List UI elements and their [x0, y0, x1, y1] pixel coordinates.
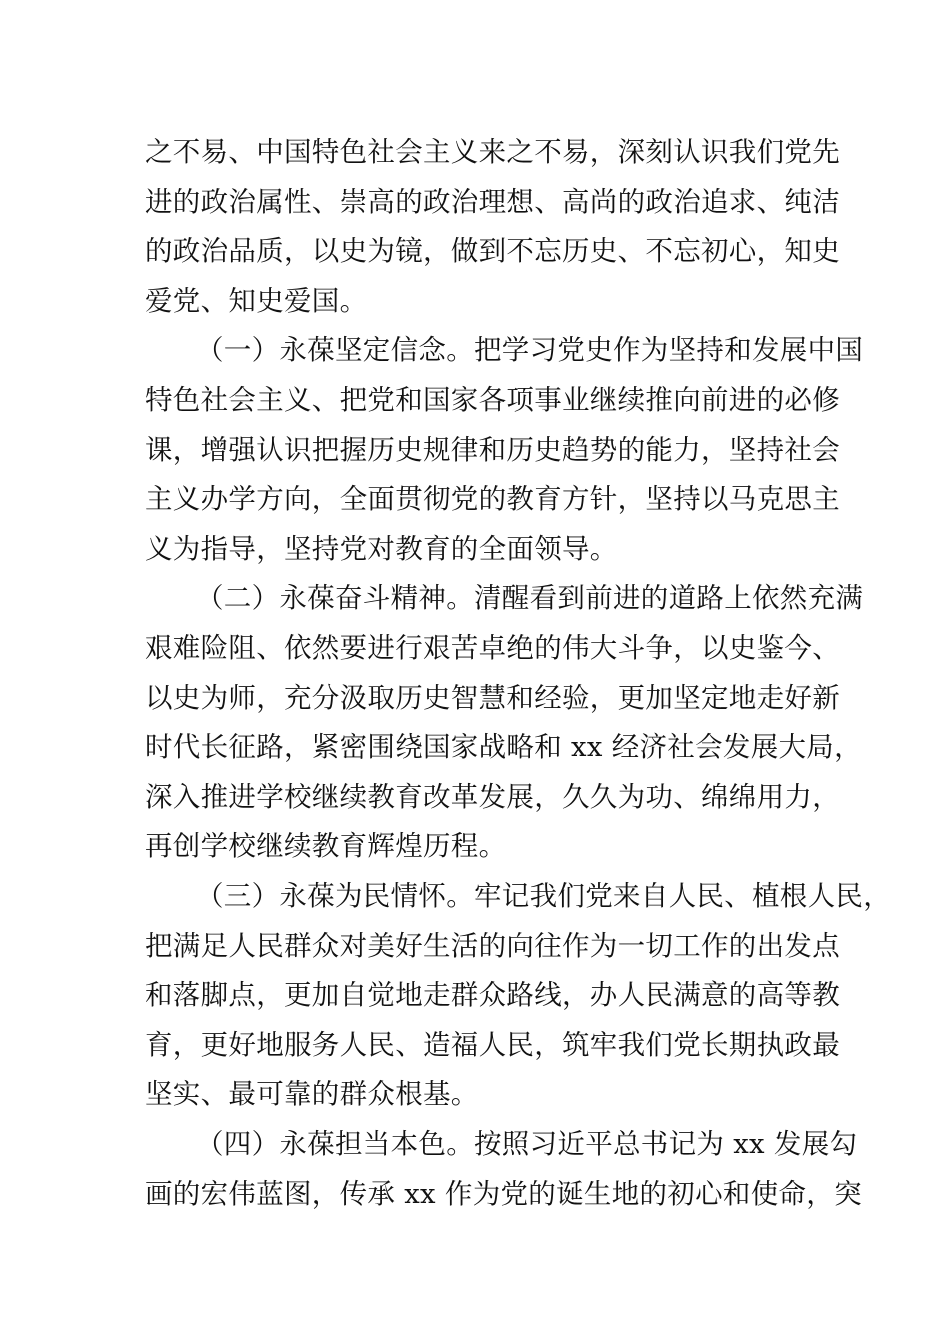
text-line: 义为指导，坚持党对教育的全面领导。 — [145, 533, 618, 565]
text-line: 再创学校继续教育辉煌历程。 — [145, 830, 507, 862]
text-line: 之不易、中国特色社会主义来之不易，深刻认识我们党先 — [145, 136, 840, 168]
text-line: 的政治品质，以史为镜，做到不忘历史、不忘初心，知史 — [145, 235, 840, 267]
text-line: 以史为师，充分汲取历史智慧和经验，更加坚定地走好新 — [145, 682, 840, 714]
text-line: （三）永葆为民情怀。牢记我们党来自人民、植根人民， — [196, 880, 891, 912]
text-line: （四）永葆担当本色。按照习近平总书记为 xx 发展勾 — [196, 1128, 858, 1160]
text-line: （二）永葆奋斗精神。清醒看到前进的道路上依然充满 — [196, 582, 864, 614]
text-line: 特色社会主义、把党和国家各项事业继续推向前进的必修 — [145, 384, 840, 416]
text-line: （一）永葆坚定信念。把学习党史作为坚持和发展中国 — [196, 334, 864, 366]
text-line: 爱党、知史爱国。 — [145, 285, 368, 317]
text-line: 画的宏伟蓝图，传承 xx 作为党的诞生地的初心和使命，突 — [145, 1178, 862, 1210]
text-line: 深入推进学校继续教育改革发展，久久为功、绵绵用力， — [145, 781, 840, 813]
text-line: 时代长征路，紧密围绕国家战略和 xx 经济社会发展大局， — [145, 731, 862, 763]
text-line: 坚实、最可靠的群众根基。 — [145, 1078, 479, 1110]
text-line: 和落脚点，更加自觉地走群众路线，办人民满意的高等教 — [145, 979, 840, 1011]
text-line: 进的政治属性、崇高的政治理想、高尚的政治追求、纯洁 — [145, 186, 840, 218]
text-line: 课，增强认识把握历史规律和历史趋势的能力，坚持社会 — [145, 434, 840, 466]
text-line: 主义办学方向，全面贯彻党的教育方针，坚持以马克思主 — [145, 483, 840, 515]
text-line: 艰难险阻、依然要进行艰苦卓绝的伟大斗争，以史鉴今、 — [145, 632, 840, 664]
text-line: 把满足人民群众对美好生活的向往作为一切工作的出发点 — [145, 930, 840, 962]
text-line: 育，更好地服务人民、造福人民，筑牢我们党长期执政最 — [145, 1029, 840, 1061]
